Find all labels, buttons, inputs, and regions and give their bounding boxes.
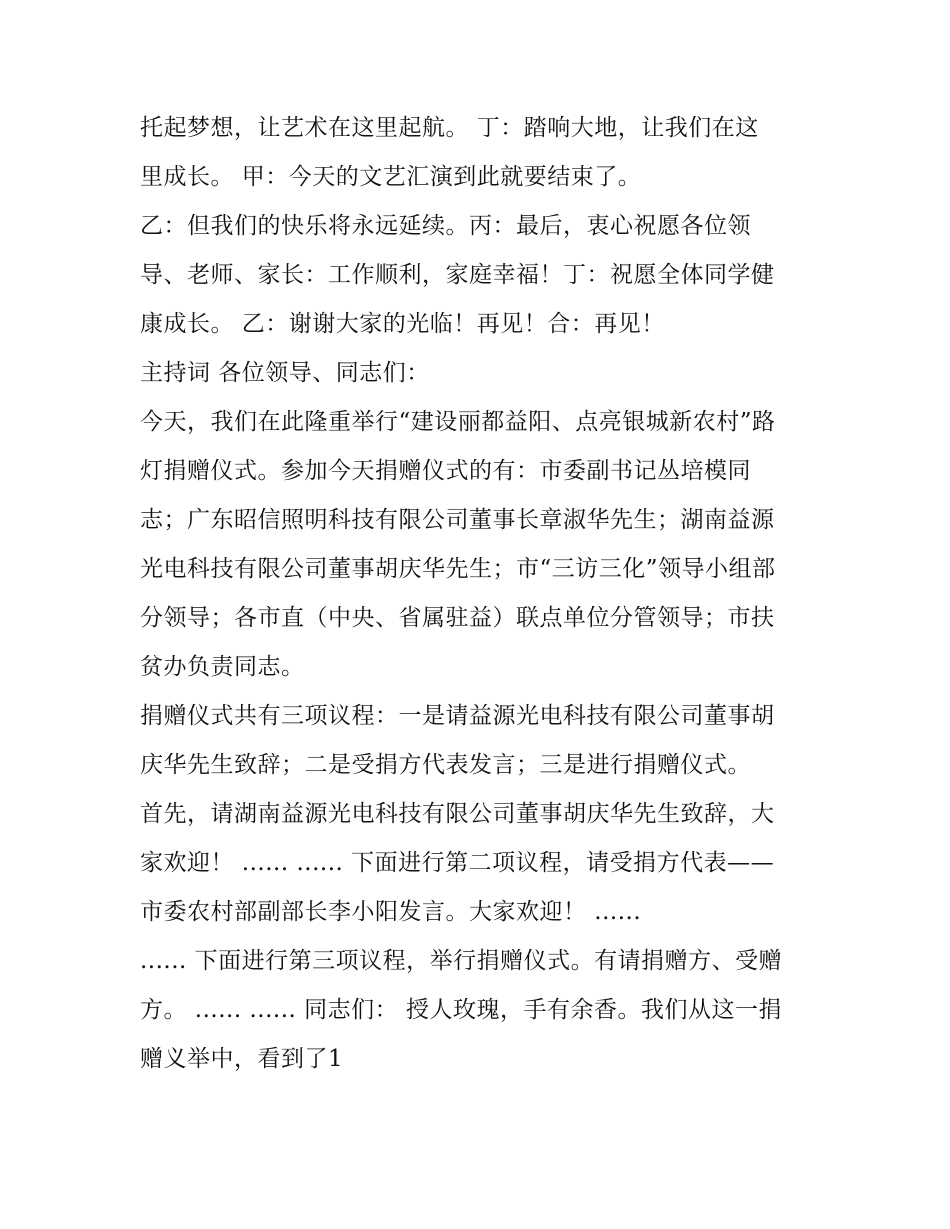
text-line: 贫办负责同志。 bbox=[140, 654, 305, 680]
text-line: 导、老师、家长：工作顺利，家庭幸福！丁：祝愿全体同学健 bbox=[140, 262, 775, 288]
text-line: 捐赠仪式共有三项议程：一是请益源光电科技有限公司董事胡 bbox=[140, 703, 775, 729]
text-line: 光电科技有限公司董事胡庆华先生；市“三访三化”领导小组部 bbox=[140, 556, 776, 582]
text-line: 乙：但我们的快乐将永远延续。丙：最后，衷心祝愿各位领 bbox=[140, 213, 751, 239]
text-line: ...... 下面进行第三项议程，举行捐赠仪式。有请捐赠方、受赠 bbox=[140, 948, 783, 974]
text-line: 今天，我们在此隆重举行“建设丽都益阳、点亮银城新农村”路 bbox=[140, 409, 776, 435]
text-line: 家欢迎！ ...... ...... 下面进行第二项议程，请受捐方代表—— bbox=[140, 850, 775, 876]
text-line: 灯捐赠仪式。参加今天捐赠仪式的有：市委副书记丛培模同 bbox=[140, 458, 751, 484]
document-body bbox=[140, 104, 816, 1084]
text-line: 主持词 各位领导、同志们： bbox=[140, 360, 430, 386]
text-line: 里成长。 甲：今天的文艺汇演到此就要结束了。 bbox=[140, 164, 642, 190]
text-line: 首先，请湖南益源光电科技有限公司董事胡庆华先生致辞，大 bbox=[140, 801, 775, 827]
text-line: 市委农村部副部长李小阳发言。大家欢迎！ ...... bbox=[140, 899, 642, 925]
text-line: 方。 ...... ...... 同志们： 授人玫瑰，手有余香。我们从这一捐 bbox=[140, 997, 782, 1023]
text-line: 分领导；各市直（中央、省属驻益）联点单位分管领导；市扶 bbox=[140, 605, 775, 631]
text-line: 托起梦想，让艺术在这里起航。 丁：踏响大地，让我们在这 bbox=[140, 115, 759, 141]
text-line: 志；广东昭信照明科技有限公司董事长章淑华先生；湖南益源 bbox=[140, 507, 775, 533]
text-line: 赠义举中，看到了1 bbox=[140, 1046, 344, 1072]
text-line: 康成长。 乙：谢谢大家的光临！再见！合：再见！ bbox=[140, 311, 665, 337]
text-line: 庆华先生致辞；二是受捐方代表发言；三是进行捐赠仪式。 bbox=[140, 752, 751, 778]
